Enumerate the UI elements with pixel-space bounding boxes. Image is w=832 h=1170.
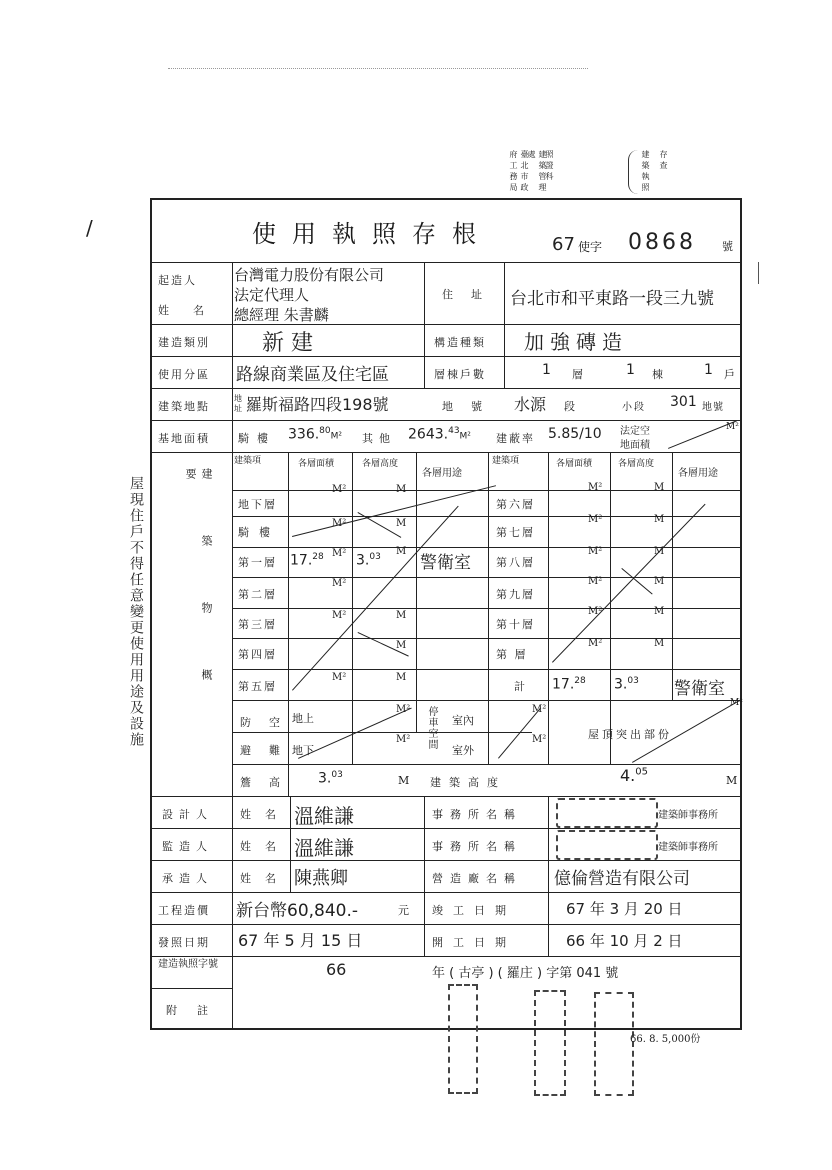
margin-mark: / <box>86 216 93 240</box>
unit-floor8-m2: M² <box>588 546 603 557</box>
buildings-value: 1 <box>626 362 635 378</box>
floor-1: 第一層 <box>238 556 277 569</box>
subsection-label: 小段 <box>622 402 646 413</box>
stamp-col-1: 臺北市政府工務局 <box>509 150 529 194</box>
supervisor-name: 溫維謙 <box>294 836 354 860</box>
col-header-use: 各層用途 <box>422 468 462 479</box>
cost-label: 工程造價 <box>158 904 210 917</box>
unit-basement-m2: M² <box>332 484 347 495</box>
unit-floor4-m: M <box>396 640 407 651</box>
households-unit: 戶 <box>724 368 737 381</box>
side-note: 屋現住戶不得任意變更使用用途及設施 <box>128 476 144 748</box>
print-info: 66. 8. 5,000份 <box>630 1034 701 1045</box>
section-value: 水源 <box>514 395 547 414</box>
total-label: 計 <box>514 680 527 693</box>
buildings-unit: 棟 <box>652 368 665 381</box>
col-header-item: 建築項 <box>234 456 262 466</box>
col-header-area: 各層面積 <box>298 459 335 469</box>
building-summary-label: 建築物概要 <box>184 468 213 736</box>
unit-basement-m: M <box>396 484 407 495</box>
margin-tick <box>758 262 767 284</box>
floor-2: 第二層 <box>238 588 277 601</box>
floor-blank: 第 層 <box>496 648 528 661</box>
start-value: 66 年 10 月 2 日 <box>566 932 683 950</box>
unit-floor2-m2: M² <box>332 578 347 589</box>
supervisor-role: 監造人 <box>162 840 213 853</box>
license-number: 0868 <box>628 230 696 255</box>
unit-floor1-m: M <box>396 546 407 557</box>
parking-indoor: 室內 <box>452 714 474 727</box>
floor-6: 第六層 <box>496 498 535 511</box>
floor-basement: 地下層 <box>238 498 277 511</box>
floor-5: 第五層 <box>238 680 277 693</box>
license-prefix: 使字 <box>578 240 603 254</box>
stamp-col-3: 照證科 <box>545 150 554 183</box>
license-year: 67 <box>552 234 575 255</box>
lot-number: 301 <box>670 394 697 410</box>
unit-floor10-m: M <box>654 606 665 617</box>
floor-3: 第三層 <box>238 618 277 631</box>
unit-arcade-m2: M² <box>332 518 347 529</box>
shelter-below-unit: M² <box>396 734 411 745</box>
company-label: 營造廠名稱 <box>432 872 522 885</box>
shelter-above-label: 地上 <box>292 712 314 725</box>
col-header-height-r: 各層高度 <box>618 459 655 469</box>
unit-floor3-m2: M² <box>332 610 347 621</box>
coverage-value: 5.85/10 <box>548 426 602 442</box>
unit-floor3-m: M <box>396 610 407 621</box>
floor-4: 第四層 <box>238 648 277 661</box>
protrusion-unit: M² <box>730 698 743 708</box>
structure-value: 加強磚造 <box>524 330 628 354</box>
parking-label: 停車空間 <box>426 706 437 750</box>
location-sublabel: 地址 <box>234 394 242 413</box>
builder-name-2: 法定代理人 <box>234 286 310 304</box>
cost-unit: 元 <box>398 904 411 917</box>
col-header-use-r: 各層用途 <box>678 468 718 479</box>
void-line-basement <box>292 485 496 537</box>
location-value: 羅斯福路四段198號 <box>246 395 389 414</box>
scan-artifact <box>168 68 588 81</box>
bldg-height-value: 4.05 <box>620 766 648 785</box>
builder-name-3: 總經理 朱書麟 <box>234 306 329 324</box>
construction-type-value: 新 建 <box>262 331 313 356</box>
unit-floor9-m: M <box>654 576 665 587</box>
unit-floor5-m2: M² <box>332 672 347 683</box>
floor-1-area: 17.28 <box>290 552 324 569</box>
form-title: 使用執照存根 <box>252 220 492 248</box>
unit-floorx-m2: M² <box>588 638 603 649</box>
designer-role: 設計人 <box>162 808 213 821</box>
contractor-role: 承造人 <box>162 872 213 885</box>
households-value: 1 <box>704 362 713 378</box>
unit-floor6-m2: M² <box>588 482 603 493</box>
designer-office-label: 事務所名稱 <box>432 808 522 821</box>
supervisor-name-label: 姓名 <box>240 840 290 853</box>
permit-text: 年 ( 古亭 ) ( 羅庄 ) 字第 041 號 <box>432 966 619 981</box>
finish-value: 67 年 3 月 20 日 <box>566 900 683 918</box>
finish-label: 竣工日期 <box>432 904 516 917</box>
builder-name-label: 姓名 <box>158 304 228 317</box>
stamp-col-2: 建築管理處 <box>527 150 547 194</box>
floor-1-use: 警衛室 <box>420 553 471 573</box>
supervisor-office-label: 事務所名稱 <box>432 840 522 853</box>
floor-arcade: 騎樓 <box>238 526 280 539</box>
license-suffix: 號 <box>722 240 733 253</box>
designer-name: 溫維謙 <box>294 804 354 828</box>
arcade-label: 騎樓 <box>238 432 276 445</box>
shelter-void-line <box>298 708 412 759</box>
coverage-label: 建蔽率 <box>496 432 535 445</box>
contractor-name: 陳燕卿 <box>294 868 348 889</box>
shelter-label-2: 避難 <box>240 744 298 757</box>
zone-label: 使用分區 <box>158 368 210 381</box>
stamp-right-2: 存查 <box>659 150 668 172</box>
other-area: 2643.43M² <box>408 426 471 443</box>
shelter-above-unit: M² <box>396 704 411 715</box>
seal-stamp-3 <box>594 992 634 1096</box>
cost-value: 新台幣60,840.- <box>236 901 359 921</box>
note-label: 附註 <box>166 1004 228 1017</box>
eave-label: 簷高 <box>240 776 298 789</box>
floor-7: 第七層 <box>496 526 535 539</box>
protrusion-label: 屋頂突出部份 <box>588 728 672 741</box>
total-area: 17.28 <box>552 676 586 693</box>
other-label: 其他 <box>362 432 396 445</box>
site-area-label: 基地面積 <box>158 432 210 445</box>
start-label: 開工日期 <box>432 936 516 949</box>
col-header-area-r: 各層面積 <box>556 459 593 469</box>
unit-floor8-m: M <box>654 546 665 557</box>
unit-floor1-m2: M² <box>332 548 347 559</box>
archive-stamp <box>500 150 730 198</box>
col-header-item-r: 建築項 <box>492 456 520 466</box>
floors-unit: 層 <box>572 368 585 381</box>
floor-1-height: 3.03 <box>356 552 381 569</box>
seal-stamp-1 <box>448 984 478 1094</box>
construction-type-label: 建造類別 <box>158 336 210 349</box>
designer-office-suffix: 建築師事務所 <box>658 810 718 821</box>
total-use: 警衛室 <box>674 679 725 699</box>
unit-floor5-m: M <box>396 672 407 683</box>
builder-label: 起造人 <box>158 274 197 287</box>
stamp-bracket <box>628 150 639 194</box>
shelter-label-1: 防空 <box>240 716 298 729</box>
col-header-height: 各層高度 <box>362 459 399 469</box>
unit-floor6-m: M <box>654 482 665 493</box>
issue-label: 發照日期 <box>158 936 210 949</box>
contractor-name-label: 姓名 <box>240 872 290 885</box>
parking-indoor-unit: M² <box>532 704 547 715</box>
unit-floor10-m2: M² <box>588 606 603 617</box>
floor-8: 第八層 <box>496 556 535 569</box>
eave-unit: M <box>398 774 410 787</box>
lot-label: 地號 <box>442 400 500 413</box>
stamp-right-1: 建築執照 <box>641 150 650 194</box>
unit-arcade-m: M <box>396 518 407 529</box>
eave-value: 3.03 <box>318 770 343 787</box>
floors-value: 1 <box>542 362 551 378</box>
section-unit: 段 <box>564 400 577 413</box>
legal-area-label-2: 地面積 <box>620 440 650 451</box>
void-line-left <box>292 506 459 691</box>
structure-label: 構造種類 <box>434 336 486 349</box>
floor-9: 第九層 <box>496 588 535 601</box>
supervisor-office-suffix: 建築師事務所 <box>658 842 718 853</box>
arcade-area: 336.80M² <box>288 426 342 443</box>
unit-floor7-m2: M² <box>588 514 603 525</box>
unit-floor7-m: M <box>654 514 665 525</box>
zone-value: 路線商業區及住宅區 <box>236 365 389 385</box>
legal-area-unit: M² <box>726 422 739 432</box>
unit-floor9-m2: M² <box>588 576 603 587</box>
parking-outdoor: 室外 <box>452 744 474 757</box>
issue-value: 67 年 5 月 15 日 <box>238 931 363 950</box>
floor-10: 第十層 <box>496 618 535 631</box>
shelter-below-label: 地下 <box>292 744 314 757</box>
designer-office-stamp <box>556 798 658 828</box>
total-height: 3.03 <box>614 676 639 693</box>
permit-year: 66 <box>326 960 347 979</box>
designer-name-label: 姓名 <box>240 808 290 821</box>
builder-address: 台北市和平東路一段三九號 <box>510 289 714 309</box>
supervisor-office-stamp <box>556 830 658 860</box>
seal-stamp-2 <box>534 990 566 1096</box>
license-form <box>150 198 742 1030</box>
legal-area-label-1: 法定空 <box>620 426 650 437</box>
parking-outdoor-unit: M² <box>532 734 547 745</box>
builder-name-1: 台灣電力股份有限公司 <box>234 266 385 284</box>
permit-label: 建造執照字號 <box>158 959 218 970</box>
units-label: 層棟戶數 <box>434 368 486 381</box>
lot-unit: 地號 <box>702 402 724 413</box>
location-label: 建築地點 <box>158 400 210 413</box>
address-label: 住址 <box>442 288 500 301</box>
company-value: 億倫營造有限公司 <box>554 869 690 889</box>
bldg-height-label: 建築高度 <box>430 776 506 789</box>
bldg-height-unit: M <box>726 774 738 787</box>
unit-floorx-m: M <box>654 638 665 649</box>
